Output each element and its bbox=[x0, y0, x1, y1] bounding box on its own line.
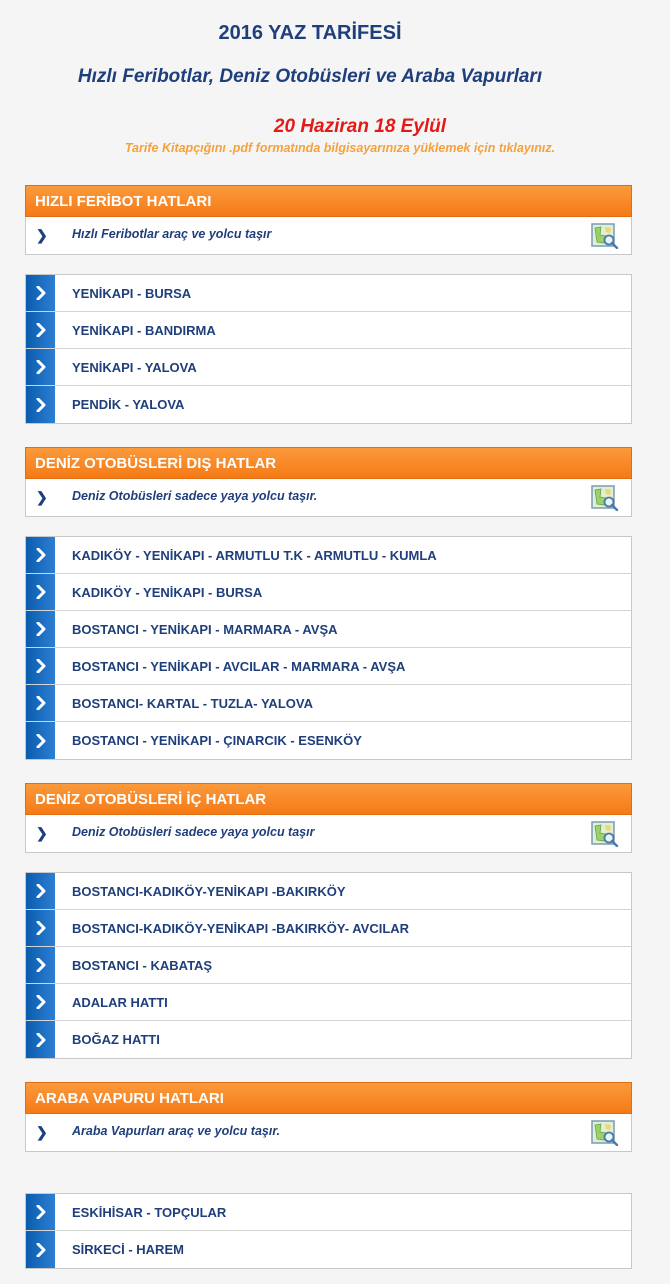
route-label: KADIKÖY - YENİKAPI - ARMUTLU T.K - ARMUTLU - KUMLA bbox=[72, 548, 437, 563]
route-item[interactable] bbox=[26, 1231, 631, 1268]
section-header-seabus-internal: DENİZ OTOBÜSLERİ İÇ HATLAR bbox=[25, 783, 632, 815]
chevron-right-icon bbox=[26, 1021, 55, 1058]
route-label: BOĞAZ HATTI bbox=[72, 1032, 160, 1047]
chevron-right-icon bbox=[26, 312, 55, 348]
route-item[interactable] bbox=[26, 386, 631, 423]
route-label: BOSTANCI - YENİKAPI - ÇINARCIK - ESENKÖY bbox=[72, 733, 362, 748]
route-item[interactable] bbox=[26, 1021, 631, 1058]
route-label: BOSTANCI - KABATAŞ bbox=[72, 958, 213, 973]
pdf-download-link[interactable]: Tarife Kitapçığını .pdf formatında bilgisayarınıza yüklemek için tıklayınız. bbox=[124, 141, 556, 155]
chevron-right-icon bbox=[26, 349, 55, 385]
route-list-seabus-external bbox=[25, 536, 632, 760]
route-label: ESKİHİSAR - TOPÇULAR bbox=[72, 1205, 227, 1220]
route-list-seabus-internal bbox=[25, 872, 632, 1059]
chevron-right-icon: ❯ bbox=[36, 1124, 48, 1140]
section-header-fast-ferry: HIZLI FERİBOT HATLARI bbox=[25, 185, 632, 217]
info-text: Araba Vapurları araç ve yolcu taşır. bbox=[72, 1124, 280, 1138]
route-item[interactable] bbox=[26, 910, 631, 947]
map-search-icon[interactable] bbox=[591, 821, 619, 847]
route-label: BOSTANCI - YENİKAPI - MARMARA - AVŞA bbox=[72, 622, 338, 637]
chevron-right-icon bbox=[26, 386, 55, 423]
route-item[interactable] bbox=[26, 648, 631, 685]
chevron-right-icon bbox=[26, 910, 55, 946]
info-row-car-ferry bbox=[25, 1114, 632, 1152]
route-item[interactable] bbox=[26, 873, 631, 910]
route-label: BOSTANCI-KADIKÖY-YENİKAPI -BAKIRKÖY bbox=[72, 884, 346, 899]
route-list-fast-ferry bbox=[25, 274, 632, 424]
route-item[interactable] bbox=[26, 984, 631, 1021]
route-item[interactable] bbox=[26, 312, 631, 349]
route-label: YENİKAPI - YALOVA bbox=[72, 360, 197, 375]
map-search-icon[interactable] bbox=[591, 223, 619, 249]
route-item[interactable] bbox=[26, 275, 631, 312]
info-text: Deniz Otobüsleri sadece yaya yolcu taşır bbox=[72, 825, 315, 839]
chevron-right-icon bbox=[26, 1194, 55, 1230]
chevron-right-icon bbox=[26, 873, 55, 909]
chevron-right-icon bbox=[26, 537, 55, 573]
section-header-seabus-external: DENİZ OTOBÜSLERİ DIŞ HATLAR bbox=[25, 447, 632, 479]
route-item[interactable] bbox=[26, 611, 631, 648]
route-item[interactable] bbox=[26, 349, 631, 386]
route-label: SİRKECİ - HAREM bbox=[72, 1242, 184, 1257]
chevron-right-icon bbox=[26, 685, 55, 721]
route-label: YENİKAPI - BANDIRMA bbox=[72, 323, 216, 338]
page-title: 2016 YAZ TARİFESİ bbox=[218, 22, 402, 44]
info-row-seabus-internal bbox=[25, 815, 632, 853]
chevron-right-icon bbox=[26, 611, 55, 647]
route-item[interactable] bbox=[26, 1194, 631, 1231]
route-list-car-ferry bbox=[25, 1193, 632, 1269]
chevron-right-icon bbox=[26, 722, 55, 759]
route-item[interactable] bbox=[26, 722, 631, 759]
map-search-icon[interactable] bbox=[591, 485, 619, 511]
info-row-seabus-external bbox=[25, 479, 632, 517]
chevron-right-icon bbox=[26, 984, 55, 1020]
route-label: PENDİK - YALOVA bbox=[72, 397, 185, 412]
chevron-right-icon: ❯ bbox=[36, 489, 48, 505]
chevron-right-icon bbox=[26, 1231, 55, 1268]
route-item[interactable] bbox=[26, 537, 631, 574]
route-label: BOSTANCI - YENİKAPI - AVCILAR - MARMARA - AVŞA bbox=[72, 659, 406, 674]
route-label: BOSTANCI-KADIKÖY-YENİKAPI -BAKIRKÖY- AVCILAR bbox=[72, 921, 410, 936]
chevron-right-icon: ❯ bbox=[36, 825, 48, 841]
route-label: KADIKÖY - YENİKAPI - BURSA bbox=[72, 585, 263, 600]
info-text: Deniz Otobüsleri sadece yaya yolcu taşır. bbox=[72, 489, 318, 503]
route-item[interactable] bbox=[26, 574, 631, 611]
route-label: BOSTANCI- KARTAL - TUZLA- YALOVA bbox=[72, 696, 313, 711]
chevron-right-icon: ❯ bbox=[36, 227, 48, 243]
chevron-right-icon bbox=[26, 275, 55, 311]
chevron-right-icon bbox=[26, 574, 55, 610]
chevron-right-icon bbox=[26, 648, 55, 684]
date-range: 20 Haziran 18 Eylül bbox=[273, 116, 447, 137]
map-search-icon[interactable] bbox=[591, 1120, 619, 1146]
info-row-fast-ferry bbox=[25, 217, 632, 255]
route-item[interactable] bbox=[26, 947, 631, 984]
section-header-car-ferry: ARABA VAPURU HATLARI bbox=[25, 1082, 632, 1114]
page-subtitle: Hızlı Feribotlar, Deniz Otobüsleri ve Araba Vapurları bbox=[77, 66, 543, 87]
chevron-right-icon bbox=[26, 947, 55, 983]
route-item[interactable] bbox=[26, 685, 631, 722]
route-label: YENİKAPI - BURSA bbox=[72, 286, 192, 301]
route-label: ADALAR HATTI bbox=[72, 995, 168, 1010]
info-text: Hızlı Feribotlar araç ve yolcu taşır bbox=[72, 227, 272, 241]
